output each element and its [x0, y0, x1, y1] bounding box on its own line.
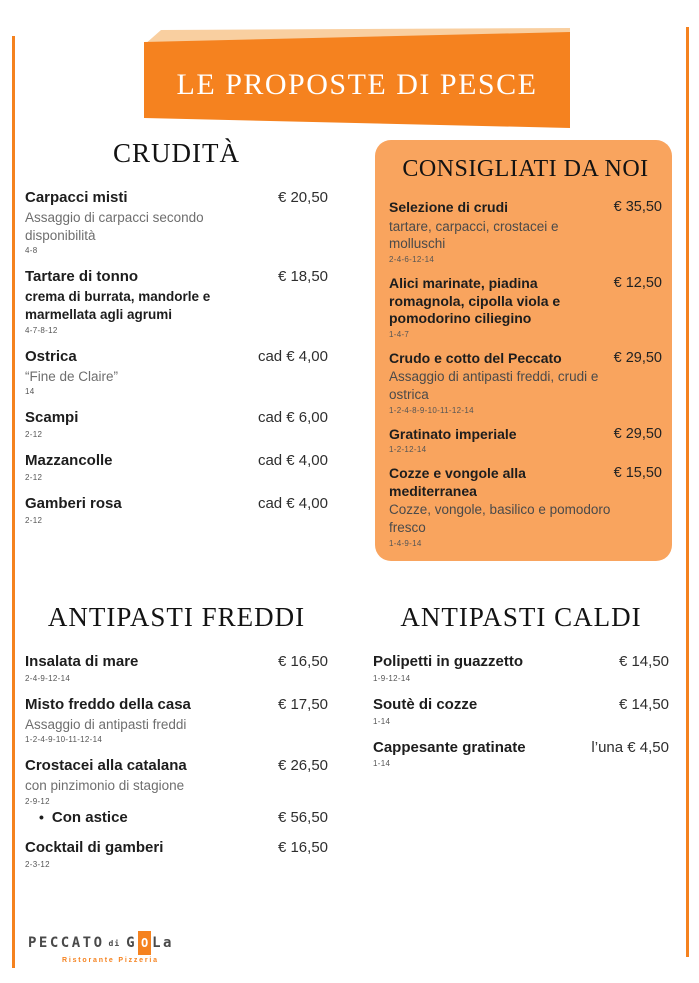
sub-item-name: Con astice — [51, 808, 128, 826]
sub-item-price: € 56,50 — [277, 808, 328, 826]
menu-item — [25, 839, 328, 869]
item-allergens: 2-12 — [25, 430, 43, 440]
item-allergens: 2-12 — [25, 472, 43, 482]
menu-item — [389, 350, 662, 415]
item-price: € 18,50 — [277, 268, 328, 286]
item-price: € 29,50 — [613, 349, 662, 366]
item-price: € 16,50 — [277, 838, 328, 856]
menu-item — [25, 268, 328, 334]
logo-o-square: O — [138, 931, 151, 955]
item-allergens: 2-4-9-12-14 — [25, 673, 71, 683]
item-name: Cozze e vongole alla mediterranea — [389, 465, 526, 499]
section-crudita — [25, 138, 328, 538]
menu-item — [389, 465, 662, 548]
item-price: l’una € 4,50 — [591, 738, 669, 756]
item-description: Cozze, vongole, basilico e pomodoro fresco — [389, 502, 611, 536]
menu-item — [25, 757, 328, 826]
item-allergens: 14 — [25, 387, 35, 397]
menu-item — [25, 189, 328, 255]
item-allergens: 4-8 — [25, 246, 38, 256]
item-name: Gamberi rosa — [25, 494, 122, 512]
item-allergens: 1-14 — [373, 716, 391, 726]
item-price: € 17,50 — [277, 695, 328, 713]
item-name: Misto freddo della casa — [25, 695, 191, 713]
restaurant-logo — [28, 931, 174, 964]
item-name: Soutè di cozze — [373, 695, 478, 713]
item-price: € 16,50 — [277, 653, 328, 670]
item-name: Tartare di tonno — [25, 268, 139, 286]
section-antipasti-caldi — [373, 602, 669, 781]
item-name: Crostacei alla catalana — [25, 757, 187, 775]
menu-item — [25, 348, 328, 397]
menu-item — [25, 452, 328, 482]
item-description: “Fine de Claire” — [25, 368, 119, 384]
item-description: Assaggio di antipasti freddi, crudi e ostrica — [389, 369, 599, 402]
item-allergens: 1-14 — [373, 759, 391, 769]
logo-wordmark: PECCATO — [28, 935, 105, 951]
item-name: Crudo e cotto del Peccato — [389, 349, 562, 366]
item-price: cad € 4,00 — [257, 347, 328, 365]
section-heading-caldi: ANTIPASTI CALDI — [400, 602, 642, 632]
right-accent-rule — [686, 27, 689, 957]
page-title: LE PROPOSTE DI PESCE — [176, 68, 538, 101]
item-name: Mazzancolle — [25, 452, 113, 470]
item-description: con pinzimonio di stagione — [25, 778, 185, 794]
bullet-icon: • — [39, 808, 44, 825]
menu-item — [373, 653, 669, 683]
item-description: crema di burrata, mandorle e marmellata agli agrumi — [25, 289, 211, 322]
item-price: cad € 4,00 — [257, 494, 328, 512]
menu-item — [373, 739, 669, 769]
item-price: € 29,50 — [613, 425, 662, 442]
item-price: € 26,50 — [277, 757, 328, 775]
item-description: Assaggio di carpacci secondo disponibilità — [25, 209, 204, 243]
item-description: tartare, carpacci, crostacei e molluschi — [389, 218, 559, 252]
section-heading-freddi: ANTIPASTI FREDDI — [47, 602, 306, 632]
section-heading-crudita: CRUDITÀ — [113, 138, 240, 168]
item-name: Ostrica — [25, 347, 77, 365]
item-name: Carpacci misti — [25, 189, 128, 206]
logo-la: La — [152, 935, 174, 951]
item-name: Selezione di crudi — [389, 199, 509, 215]
item-price: € 12,50 — [613, 275, 662, 292]
item-name: Scampi — [25, 409, 79, 427]
logo-tagline: Ristorante Pizzeria — [62, 957, 159, 964]
header-banner — [144, 28, 570, 128]
item-allergens: 1-4-7 — [389, 329, 410, 339]
item-price: cad € 6,00 — [257, 409, 328, 427]
item-allergens: 2-4-6-12-14 — [389, 255, 435, 265]
item-name: Polipetti in guazzetto — [373, 653, 523, 670]
menu-item — [25, 495, 328, 525]
item-allergens: 2-12 — [25, 515, 43, 525]
menu-item — [373, 696, 669, 726]
item-price: cad € 4,00 — [257, 452, 328, 470]
item-allergens: 2-9-12 — [25, 796, 50, 806]
item-name: Alici marinate, piadina romagnola, cipolla viola e pomodorino ciliegino — [389, 275, 561, 327]
menu-item — [25, 653, 328, 683]
item-allergens: 1-9-12-14 — [373, 673, 411, 683]
logo-di: di — [108, 938, 121, 948]
item-name: Cocktail di gamberi — [25, 838, 164, 856]
item-allergens: 1-2-12-14 — [389, 445, 427, 455]
item-price: € 15,50 — [613, 465, 662, 482]
item-description: Assaggio di antipasti freddi — [25, 716, 187, 732]
item-allergens: 2-3-12 — [25, 859, 50, 869]
section-heading-consigliati: CONSIGLIATI DA NOI — [402, 156, 649, 182]
logo-g: G — [126, 935, 138, 951]
menu-item — [389, 199, 662, 264]
item-price: € 14,50 — [618, 695, 669, 713]
item-price: € 20,50 — [277, 189, 328, 206]
menu-item — [25, 409, 328, 439]
section-consigliati-panel — [375, 140, 672, 561]
menu-item — [389, 426, 662, 455]
item-name: Gratinato imperiale — [389, 425, 517, 442]
item-name: Insalata di mare — [25, 653, 139, 670]
left-accent-rule — [12, 36, 15, 968]
item-allergens: 1-4-9-14 — [389, 538, 422, 548]
item-allergens: 4-7-8-12 — [25, 325, 58, 335]
item-price: € 14,50 — [618, 653, 669, 670]
menu-item — [389, 275, 662, 339]
item-allergens: 1-2-4-9-10-11-12-14 — [25, 735, 103, 745]
item-name: Cappesante gratinate — [373, 738, 526, 756]
menu-item — [25, 696, 328, 745]
section-antipasti-freddi — [25, 602, 328, 882]
menu-sub-item — [39, 809, 328, 826]
item-price: € 35,50 — [613, 199, 662, 215]
item-allergens: 1-2-4-8-9-10-11-12-14 — [389, 405, 474, 415]
